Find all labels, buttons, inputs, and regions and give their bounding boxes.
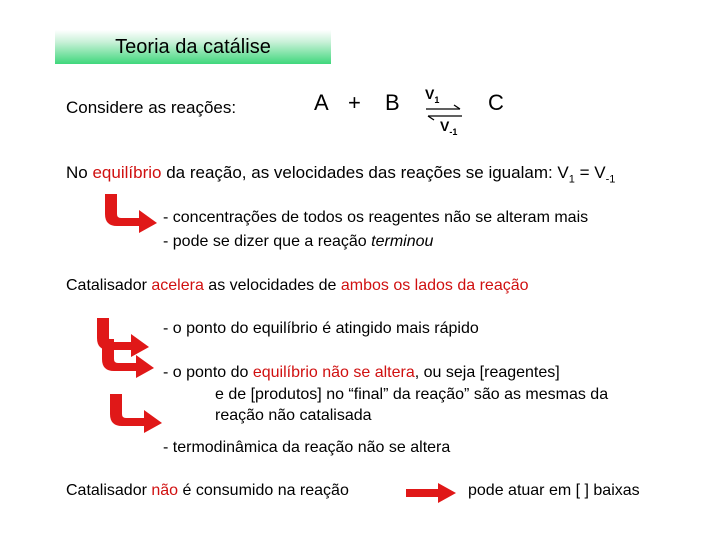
consumed-red: não — [151, 482, 179, 499]
cat-line-red2: ambos os lados da reação — [340, 277, 529, 294]
low-temperature-text: pode atuar em [ ] baixas — [468, 482, 640, 499]
curved-arrow-icon — [100, 337, 156, 379]
rate-reverse — [440, 118, 457, 137]
equilibrium-line — [66, 163, 615, 185]
reactant-b: B — [385, 90, 400, 115]
curved-arrow-icon — [103, 192, 159, 234]
rate-forward-sub: 1 — [434, 94, 440, 105]
cat-line-pre: Catalisador — [66, 277, 152, 294]
eq-line-eq: = V — [574, 163, 606, 182]
consumed-pre: Catalisador — [66, 482, 152, 499]
rate-forward-letter: V — [425, 86, 435, 102]
bullet-equilibrium-line3: reação não catalisada — [215, 407, 372, 424]
eq-line-sub1: 1 — [568, 173, 575, 186]
catalyst-line — [66, 277, 529, 295]
eq-line-red: equilíbrio — [92, 163, 162, 182]
bullet-equilibrium-line2: e de [produtos] no “final” da reação” são as mesmas da — [215, 386, 609, 403]
bullet-eq-red: equilíbrio não se altera — [252, 364, 415, 381]
bullet-thermodynamics: - termodinâmica da reação não se altera — [163, 439, 451, 456]
bullet-eq-post: , ou seja [reagentes] — [414, 364, 560, 381]
consider-label: Considere as reações: — [66, 98, 237, 117]
eq-line-sub2: -1 — [605, 173, 616, 186]
bullet-terminou-italic: terminou — [371, 233, 434, 250]
bullet-terminou-pre: - pode se dizer que a reação — [163, 233, 372, 250]
eq-line-pre: No — [66, 163, 93, 182]
curved-arrow-icon — [108, 392, 164, 434]
bullet-eq-pre: - o ponto do — [163, 364, 253, 381]
rate-reverse-sub: -1 — [449, 126, 458, 137]
right-arrow-icon — [404, 482, 458, 504]
bullet-concentrations: - concentrações de todos os reagentes não se alteram mais — [163, 209, 589, 226]
bullet-faster: - o ponto do equilíbrio é atingido mais rápido — [163, 320, 479, 337]
bullet-terminou — [163, 233, 433, 251]
eq-line-post: da reação, as velocidades das reações se igualam: V — [161, 163, 569, 182]
consumed-post: é consumido na reação — [178, 482, 349, 499]
rate-reverse-letter: V — [440, 118, 450, 134]
bullet-equilibrium — [163, 364, 560, 382]
plus-sign: + — [348, 90, 361, 115]
cat-line-red1: acelera — [151, 277, 204, 294]
reactant-a: A — [314, 90, 329, 115]
rate-forward — [425, 86, 439, 105]
product-c: C — [488, 90, 504, 115]
title-box — [55, 30, 331, 64]
page-title: Teoria da catálise — [115, 36, 271, 58]
cat-line-mid: as velocidades de — [203, 277, 341, 294]
consumed-line — [66, 482, 349, 500]
